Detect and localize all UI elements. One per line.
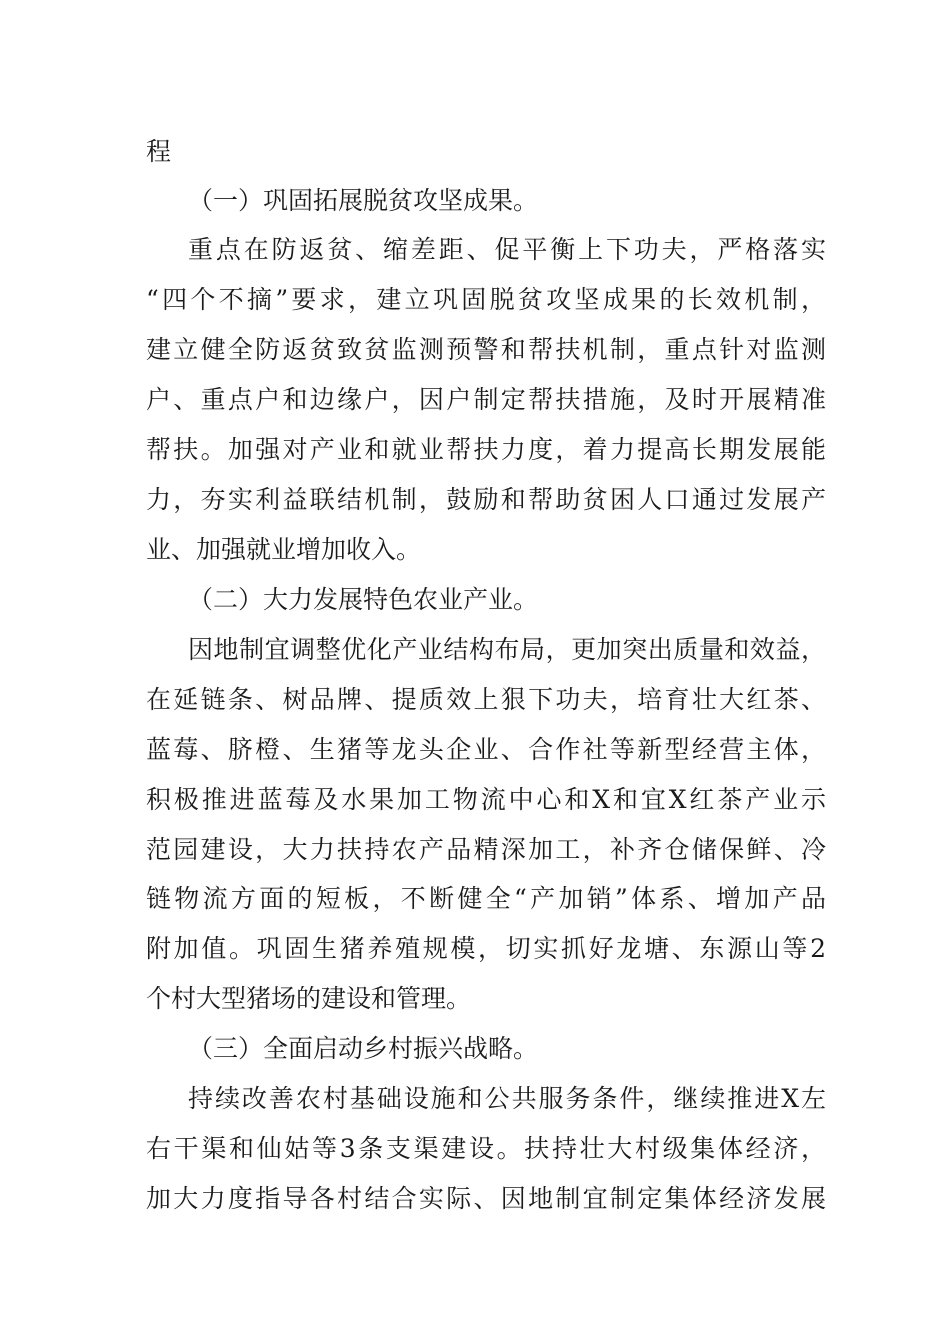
paragraph-line: 范园建设，大力扶持农产品精深加工，补齐仓储保鲜、冷 xyxy=(146,835,826,864)
paragraph-line: 业、加强就业增加收入。 xyxy=(146,535,422,564)
section-heading-3: （三）全面启动乡村振兴战略。 xyxy=(188,1034,539,1063)
paragraph-line: 户、重点户和边缘户，因户制定帮扶措施，及时开展精准 xyxy=(146,385,826,414)
paragraph-line: 附加值。巩固生猪养殖规模，切实抓好龙塘、东源山等2 xyxy=(146,934,826,963)
paragraph-line: 因地制宜调整优化产业结构布局，更加突出质量和效益， xyxy=(188,635,826,664)
paragraph-line: 蓝莓、脐橙、生猪等龙头企业、合作社等新型经营主体， xyxy=(146,735,826,764)
paragraph-line: 建立健全防返贫致贫监测预警和帮扶机制，重点针对监测 xyxy=(146,335,826,364)
section-heading-2: （二）大力发展特色农业产业。 xyxy=(188,585,539,614)
paragraph-line: 在延链条、树品牌、提质效上狠下功夫，培育壮大红茶、 xyxy=(146,685,826,714)
paragraph-line: 帮扶。加强对产业和就业帮扶力度，着力提高长期发展能 xyxy=(146,435,826,464)
paragraph-line: 重点在防返贫、缩差距、促平衡上下功夫，严格落实 xyxy=(188,235,826,264)
paragraph-line: 加大力度指导各村结合实际、因地制宜制定集体经济发展 xyxy=(146,1184,826,1213)
paragraph-line: 个村大型猪场的建设和管理。 xyxy=(146,984,472,1013)
section-heading-1: （一）巩固拓展脱贫攻坚成果。 xyxy=(188,186,539,215)
paragraph-line: 右干渠和仙姑等3条支渠建设。扶持壮大村级集体经济， xyxy=(146,1134,826,1163)
paragraph-line: 力，夯实利益联结机制，鼓励和帮助贫困人口通过发展产 xyxy=(146,485,826,514)
paragraph-line: 积极推进蓝莓及水果加工物流中心和X和宜X红茶产业示 xyxy=(146,785,826,814)
text-line-continuation: 程 xyxy=(146,137,172,166)
paragraph-line: 持续改善农村基础设施和公共服务条件，继续推进X左 xyxy=(188,1084,826,1113)
paragraph-line: “四个不摘”要求，建立巩固脱贫攻坚成果的长效机制， xyxy=(146,285,826,314)
paragraph-line: 链物流方面的短板，不断健全“产加销”体系、增加产品 xyxy=(146,884,826,913)
